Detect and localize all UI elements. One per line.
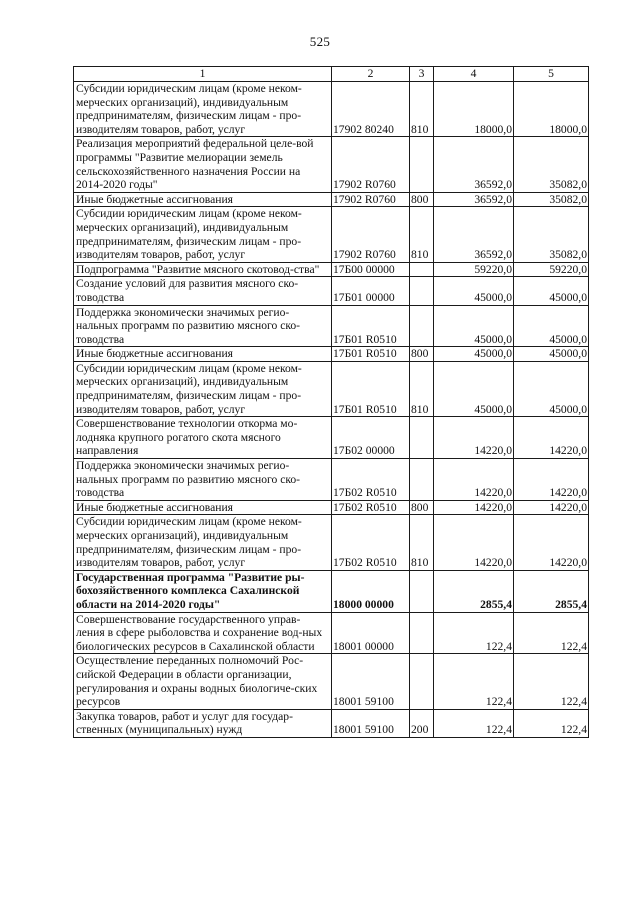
row-code-cell: 17Б02 R0510 (332, 515, 410, 570)
row-kind-cell (410, 305, 434, 347)
table-row (74, 459, 589, 501)
table-row (74, 515, 589, 570)
table-row (74, 137, 589, 192)
column-header-2: 2 (332, 67, 410, 82)
row-value-col4: 14220,0 (434, 459, 514, 501)
row-value-col4: 122,4 (434, 709, 514, 737)
row-code-cell: 18001 59100 (332, 654, 410, 709)
row-value-col5: 14220,0 (514, 459, 589, 501)
table-row (74, 500, 589, 515)
row-value-col5: 45000,0 (514, 347, 589, 362)
row-kind-cell: 800 (410, 500, 434, 515)
row-code-cell: 17902 R0760 (332, 137, 410, 192)
row-value-col5: 18000,0 (514, 82, 589, 137)
row-value-col4: 36592,0 (434, 192, 514, 207)
row-kind-cell: 800 (410, 192, 434, 207)
row-name-cell: Иные бюджетные ассигнования (74, 500, 332, 515)
row-value-col4: 14220,0 (434, 500, 514, 515)
row-code-cell: 17Б01 R0510 (332, 361, 410, 416)
row-kind-cell (410, 277, 434, 305)
table-row (74, 82, 589, 137)
row-kind-cell (410, 570, 434, 612)
table-body (74, 82, 589, 738)
row-code-cell: 17902 80240 (332, 82, 410, 137)
row-kind-cell: 810 (410, 515, 434, 570)
row-kind-cell (410, 137, 434, 192)
row-kind-cell (410, 612, 434, 654)
row-kind-cell (410, 262, 434, 277)
row-name-cell: Совершенствование технологии откорма мо-лодняка крупного рогатого скота мясного направления (74, 417, 332, 459)
row-value-col4: 2855,4 (434, 570, 514, 612)
row-name-cell: Подпрограмма "Развитие мясного скотовод-ства" (74, 262, 332, 277)
row-value-col5: 45000,0 (514, 361, 589, 416)
table-row (74, 262, 589, 277)
row-code-cell: 17Б02 R0510 (332, 500, 410, 515)
row-kind-cell (410, 417, 434, 459)
row-name-cell: Осуществление переданных полномочий Рос-сийской Федерации в области организации, регулирования и охраны водных биологиче-ских ресурсов (74, 654, 332, 709)
row-value-col4: 36592,0 (434, 207, 514, 262)
column-header-5: 5 (514, 67, 589, 82)
row-value-col5: 59220,0 (514, 262, 589, 277)
row-value-col4: 122,4 (434, 612, 514, 654)
table-header-row (74, 67, 589, 82)
row-value-col5: 45000,0 (514, 305, 589, 347)
row-code-cell: 17Б00 00000 (332, 262, 410, 277)
table-row (74, 305, 589, 347)
row-kind-cell (410, 654, 434, 709)
row-kind-cell: 810 (410, 361, 434, 416)
row-name-cell: Совершенствование государственного управ-ления в сфере рыболовства и сохранение вод-ных биологических ресурсов в Сахалинской области (74, 612, 332, 654)
row-name-cell: Закупка товаров, работ и услуг для государ-ственных (муниципальных) нужд (74, 709, 332, 737)
row-value-col5: 122,4 (514, 612, 589, 654)
row-value-col5: 35082,0 (514, 192, 589, 207)
row-value-col4: 18000,0 (434, 82, 514, 137)
row-name-cell: Создание условий для развития мясного ско-товодства (74, 277, 332, 305)
row-value-col5: 45000,0 (514, 277, 589, 305)
row-code-cell: 17Б01 R0510 (332, 347, 410, 362)
row-name-cell: Поддержка экономически значимых регио-нальных программ по развитию мясного ско-товодства (74, 305, 332, 347)
table-row (74, 277, 589, 305)
row-value-col4: 45000,0 (434, 347, 514, 362)
row-name-cell: Иные бюджетные ассигнования (74, 192, 332, 207)
table-row (74, 417, 589, 459)
row-name-cell: Субсидии юридическим лицам (кроме неком-мерческих организаций), индивидуальным предпринимателям, физическим лицам - про-изводителям товаров, работ, услуг (74, 207, 332, 262)
row-code-cell: 17902 R0760 (332, 192, 410, 207)
row-kind-cell: 200 (410, 709, 434, 737)
row-value-col4: 36592,0 (434, 137, 514, 192)
row-value-col4: 59220,0 (434, 262, 514, 277)
column-header-1: 1 (74, 67, 332, 82)
row-value-col5: 2855,4 (514, 570, 589, 612)
row-kind-cell (410, 459, 434, 501)
row-value-col5: 14220,0 (514, 500, 589, 515)
row-code-cell: 18000 00000 (332, 570, 410, 612)
row-code-cell: 18001 59100 (332, 709, 410, 737)
row-value-col4: 45000,0 (434, 277, 514, 305)
row-value-col5: 14220,0 (514, 515, 589, 570)
row-value-col4: 122,4 (434, 654, 514, 709)
row-value-col4: 14220,0 (434, 417, 514, 459)
row-code-cell: 17Б02 00000 (332, 417, 410, 459)
row-kind-cell: 800 (410, 347, 434, 362)
column-header-3: 3 (410, 67, 434, 82)
row-value-col4: 45000,0 (434, 305, 514, 347)
row-value-col5: 14220,0 (514, 417, 589, 459)
table-row (74, 192, 589, 207)
page-number: 525 (309, 34, 331, 49)
row-code-cell: 17Б01 R0510 (332, 305, 410, 347)
row-code-cell: 17Б02 R0510 (332, 459, 410, 501)
row-value-col4: 45000,0 (434, 361, 514, 416)
row-value-col5: 35082,0 (514, 137, 589, 192)
row-name-cell: Субсидии юридическим лицам (кроме неком-мерческих организаций), индивидуальным предпринимателям, физическим лицам - про-изводителям товаров, работ, услуг (74, 82, 332, 137)
row-name-cell: Поддержка экономически значимых регио-нальных программ по развитию мясного ско-товодства (74, 459, 332, 501)
row-name-cell: Государственная программа "Развитие ры-бохозяйственного комплекса Сахалинской области на 2014-2020 годы" (74, 570, 332, 612)
table-row (74, 709, 589, 737)
row-name-cell: Иные бюджетные ассигнования (74, 347, 332, 362)
budget-table (73, 66, 589, 738)
row-code-cell: 17902 R0760 (332, 207, 410, 262)
table-row (74, 654, 589, 709)
row-name-cell: Субсидии юридическим лицам (кроме неком-мерческих организаций), индивидуальным предпринимателям, физическим лицам - про-изводителям товаров, работ, услуг (74, 515, 332, 570)
table-row (74, 207, 589, 262)
row-code-cell: 18001 00000 (332, 612, 410, 654)
row-name-cell: Субсидии юридическим лицам (кроме неком-мерческих организаций), индивидуальным предпринимателям, физическим лицам - про-изводителям товаров, работ, услуг (74, 361, 332, 416)
table-row (74, 570, 589, 612)
row-value-col4: 14220,0 (434, 515, 514, 570)
row-value-col5: 122,4 (514, 654, 589, 709)
row-value-col5: 122,4 (514, 709, 589, 737)
row-code-cell: 17Б01 00000 (332, 277, 410, 305)
table-row (74, 361, 589, 416)
table-row (74, 612, 589, 654)
column-header-4: 4 (434, 67, 514, 82)
row-name-cell: Реализация мероприятий федеральной целе-вой программы "Развитие мелиорации земель сельскохозяйственного назначения России на 2014-2020 годы" (74, 137, 332, 192)
row-kind-cell: 810 (410, 82, 434, 137)
row-kind-cell: 810 (410, 207, 434, 262)
table-row (74, 347, 589, 362)
row-value-col5: 35082,0 (514, 207, 589, 262)
